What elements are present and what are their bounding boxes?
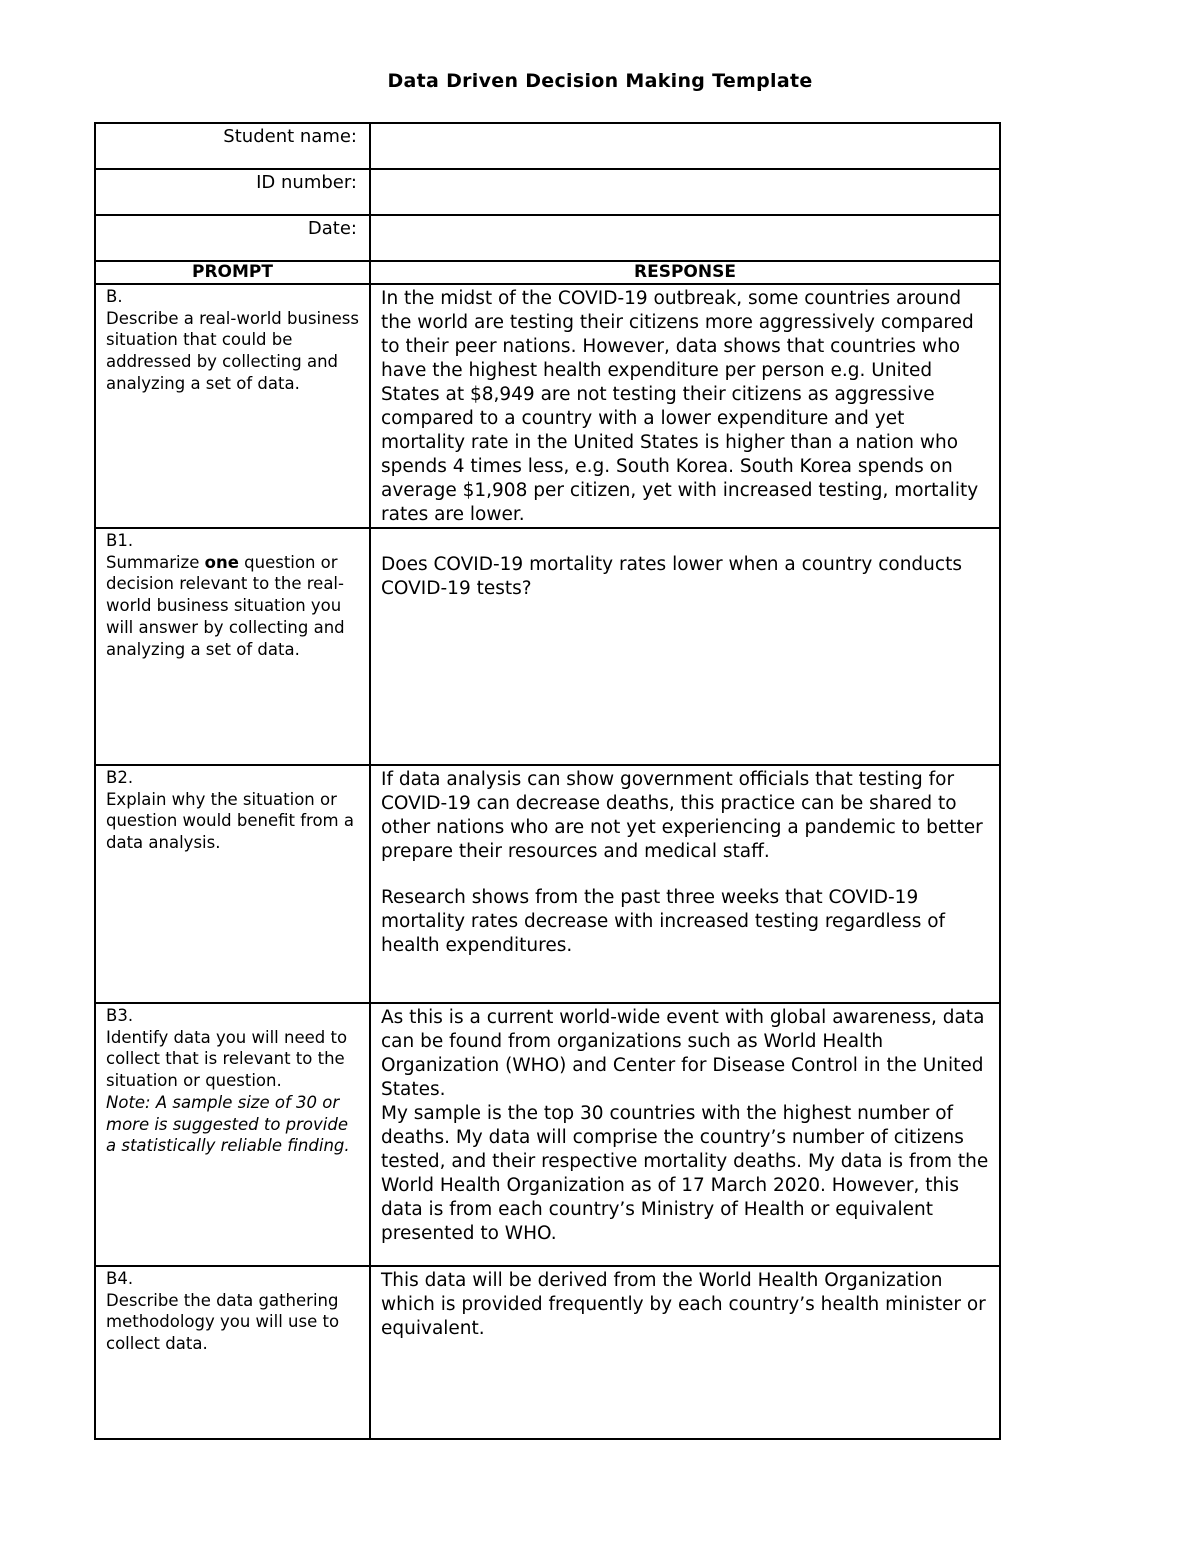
date-field[interactable] <box>370 215 1000 261</box>
table-row-b <box>95 284 1000 528</box>
prompt-code: B. <box>106 287 123 306</box>
prompt-cell-b3 <box>95 1003 370 1266</box>
id-number-label: ID number: <box>95 169 370 215</box>
prompt-code: B3. <box>106 1006 134 1025</box>
table-row-b3 <box>95 1003 1000 1266</box>
table-row-b4 <box>95 1266 1000 1439</box>
prompt-text: Describe a real-world business situation that could be addressed by collecting and analyzing a set of data. <box>106 308 359 393</box>
response-cell-b1[interactable] <box>370 528 1000 765</box>
response-text: This data will be derived from the World Health Organization which is provided frequently by each country’s health minister or equivalent. <box>381 1270 986 1339</box>
template-table <box>94 122 1001 1440</box>
date-label: Date: <box>95 215 370 261</box>
prompt-cell-b2 <box>95 765 370 1003</box>
prompt-code: B2. <box>106 768 134 787</box>
response-text: Does COVID-19 mortality rates lower when a country conducts COVID-19 tests? <box>381 554 962 599</box>
response-cell-b[interactable] <box>370 284 1000 528</box>
prompt-text: Describe the data gathering methodology you will use to collect data. <box>106 1290 340 1354</box>
table-row-b2 <box>95 765 1000 1003</box>
prompt-cell-b4 <box>95 1266 370 1439</box>
prompt-text-post: question or decision relevant to the real-world business situation you will answer by collecting and analyzing a set of data. <box>106 552 345 659</box>
response-cell-b2[interactable] <box>370 765 1000 1003</box>
date-row <box>95 215 1000 261</box>
prompt-text: Explain why the situation or question would benefit from a data analysis. <box>106 789 354 853</box>
response-paragraph-2: Research shows from the past three weeks that COVID-19 mortality rates decrease with increased testing regardless of health expenditures. <box>381 887 946 956</box>
table-row-b1 <box>95 528 1000 765</box>
prompt-cell-b <box>95 284 370 528</box>
prompt-column-header: PROMPT <box>95 261 370 284</box>
prompt-note: Note: A sample size of 30 or more is suggested to provide a statistically reliable finding. <box>106 1092 350 1156</box>
response-paragraph-2: My sample is the top 30 countries with the highest number of deaths. My data will comprise the country’s number of citizens tested, and their respective mortality deaths. My data is from the World Health Organization as of 17 March 2020. However, this data is from each country’s Ministry of Health or equivalent presented to WHO. <box>381 1103 989 1244</box>
column-header-row <box>95 261 1000 284</box>
response-cell-b3[interactable] <box>370 1003 1000 1266</box>
student-name-label: Student name: <box>95 123 370 169</box>
response-text: In the midst of the COVID-19 outbreak, some countries around the world are testing their citizens more aggressively compared to their peer nations. However, data shows that countries who have the highest health expenditure per person e.g. United States at $8,949 are not testing their citizens as aggressive compared to a country with a lower expenditure and yet mortality rate in the United States is higher than a nation who spends 4 times less, e.g. South Korea. South Korea spends on average $1,908 per citizen, yet with increased testing, mortality rates are lower. <box>381 288 979 525</box>
document-title: Data Driven Decision Making Template <box>387 70 813 92</box>
prompt-code: B1. <box>106 531 134 550</box>
student-name-row <box>95 123 1000 169</box>
prompt-text <box>106 552 361 661</box>
response-paragraph-1: If data analysis can show government officials that testing for COVID-19 can decrease deaths, this practice can be shared to other nations who are not yet experiencing a pandemic to better prepare their resources and medical staff. <box>381 769 983 862</box>
prompt-text-pre: Summarize <box>106 552 205 572</box>
student-name-field[interactable] <box>370 123 1000 169</box>
prompt-text-emphasis: one <box>204 552 239 572</box>
prompt-cell-b1 <box>95 528 370 765</box>
prompt-code: B4. <box>106 1269 134 1288</box>
id-number-row <box>95 169 1000 215</box>
id-number-field[interactable] <box>370 169 1000 215</box>
response-column-header: RESPONSE <box>370 261 1000 284</box>
response-paragraph-1: As this is a current world-wide event with global awareness, data can be found from organizations such as World Health Organization (WHO) and Center for Disease Control in the United States. <box>381 1007 985 1100</box>
response-cell-b4[interactable] <box>370 1266 1000 1439</box>
prompt-text: Identify data you will need to collect that is relevant to the situation or question. <box>106 1027 348 1091</box>
